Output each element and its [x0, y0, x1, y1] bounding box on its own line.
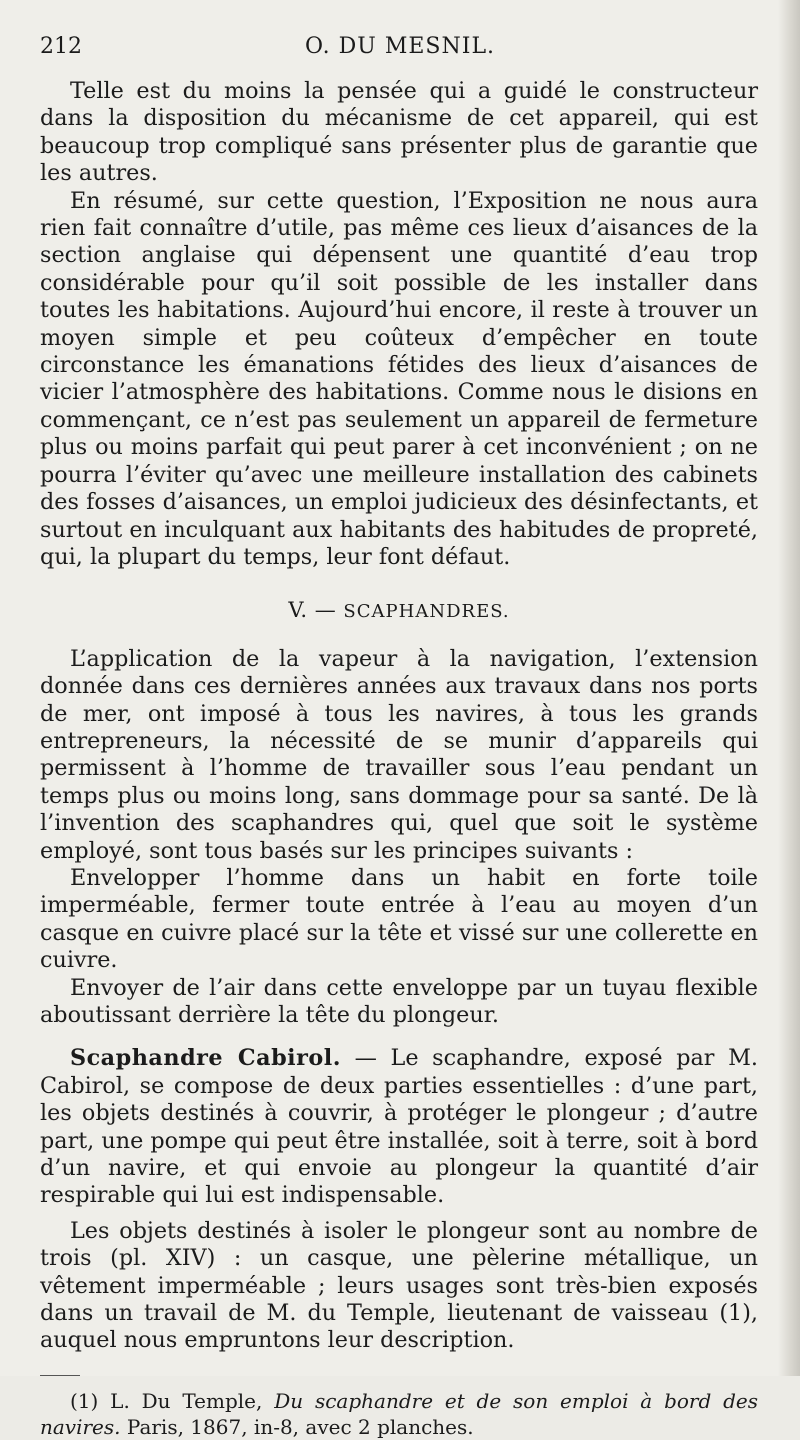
footnote-title: Du scaphandre et de son emploi à bord des navires. — [40, 1388, 759, 1439]
paragraph: Telle est du moins la pensée qui a guidé le constructeur dans la disposition du mécanisme de cet appareil, qui est beaucoup trop compliqué sans présenter plus de garantie que les autres. — [40, 78, 758, 187]
paragraph: Envoyer de l’air dans cette enveloppe par un tuyau flexible aboutissant derrière la tête du plongeur. — [40, 974, 758, 1028]
page-number: 212 — [40, 34, 82, 59]
paragraph: Les objets destinés à isoler le plongeur sont au nombre de trois (pl. XIV) : un casque, une pèlerine métallique, un vêtement imperméable ; leurs usages sont très-bien exposés dans un travail de M. du Temple, lieutenant de vaisseau (1), auquel nous empruntons leur description. — [40, 1217, 758, 1354]
footnote — [40, 1388, 758, 1440]
entry-heading: Scaphandre Cabirol. — [70, 1045, 342, 1072]
footnote-rest: Paris, 1867, in-8, avec 2 planches. — [120, 1414, 474, 1439]
page-header — [40, 34, 760, 70]
paragraph: Envelopper l’homme dans un habit en forte toile imperméable, fermer toute entrée à l’eau au moyen d’un casque en cuivre placé sur la tête et vissé sur une collerette en cuivre. — [40, 864, 758, 974]
section-heading — [40, 597, 758, 625]
page-edge-shadow — [778, 0, 800, 1376]
paragraph: L’application de la vapeur à la navigation, l’extension donnée dans ces dernières années aux travaux dans nos ports de mer, ont imposé à tous les navires, à tous les grands entrepreneurs, la nécessité de se munir d’appareils qui permissent à l’homme de travailler sous l’eau pendant un temps plus ou moins long, sans dommage pour sa santé. De là l’invention des scaphandres qui, quel que soit le système employé, sont tous basés sur les principes suivants : — [40, 645, 758, 864]
section-number: V. — — [288, 598, 337, 623]
page-body — [40, 78, 758, 1440]
paragraph: En résumé, sur cette question, l’Exposition ne nous aura rien fait connaître d’utile, pas même ces lieux d’aisances de la section anglaise qui dépensent une quantité d’eau trop considérable pour qu’il soit possible de les installer dans toutes les habitations. Aujourd’hui encore, il reste à trouver un moyen simple et peu coûteux d’empêcher en toute circonstance les émanations fétides des lieux d’aisances de vicier l’atmosphère des habitations. Comme nous le disions en commençant, ce n’est pas seulement un appareil de fermeture plus ou moins parfait qui peut parer à cet inconvénient ; on ne pourra l’éviter qu’avec une meilleure installation des cabinets des fosses d’aisances, un emploi judicieux des désinfectants, et surtout en inculquant aux habitants des habitudes de propreté, qui, la plupart du temps, leur font défaut. — [40, 187, 758, 570]
entry-paragraph — [40, 1045, 758, 1209]
section-title: SCAPHANDRES. — [343, 601, 510, 623]
running-title: O. DU MESNIL. — [304, 34, 496, 59]
footnote-marker: (1) L. Du Temple, — [70, 1388, 263, 1413]
entry-text: — Le scaphandre, exposé par M. Cabirol, se compose de deux parties essentielles : d’une part, les objets destinés à couvrir, à protéger le plongeur ; d’autre part, une pompe qui peut être installée, soit à terre, soit à bord d’un navire, et qui envoie au plongeur la quantité d’air respirable qui lui est indispensable. — [40, 1045, 758, 1209]
